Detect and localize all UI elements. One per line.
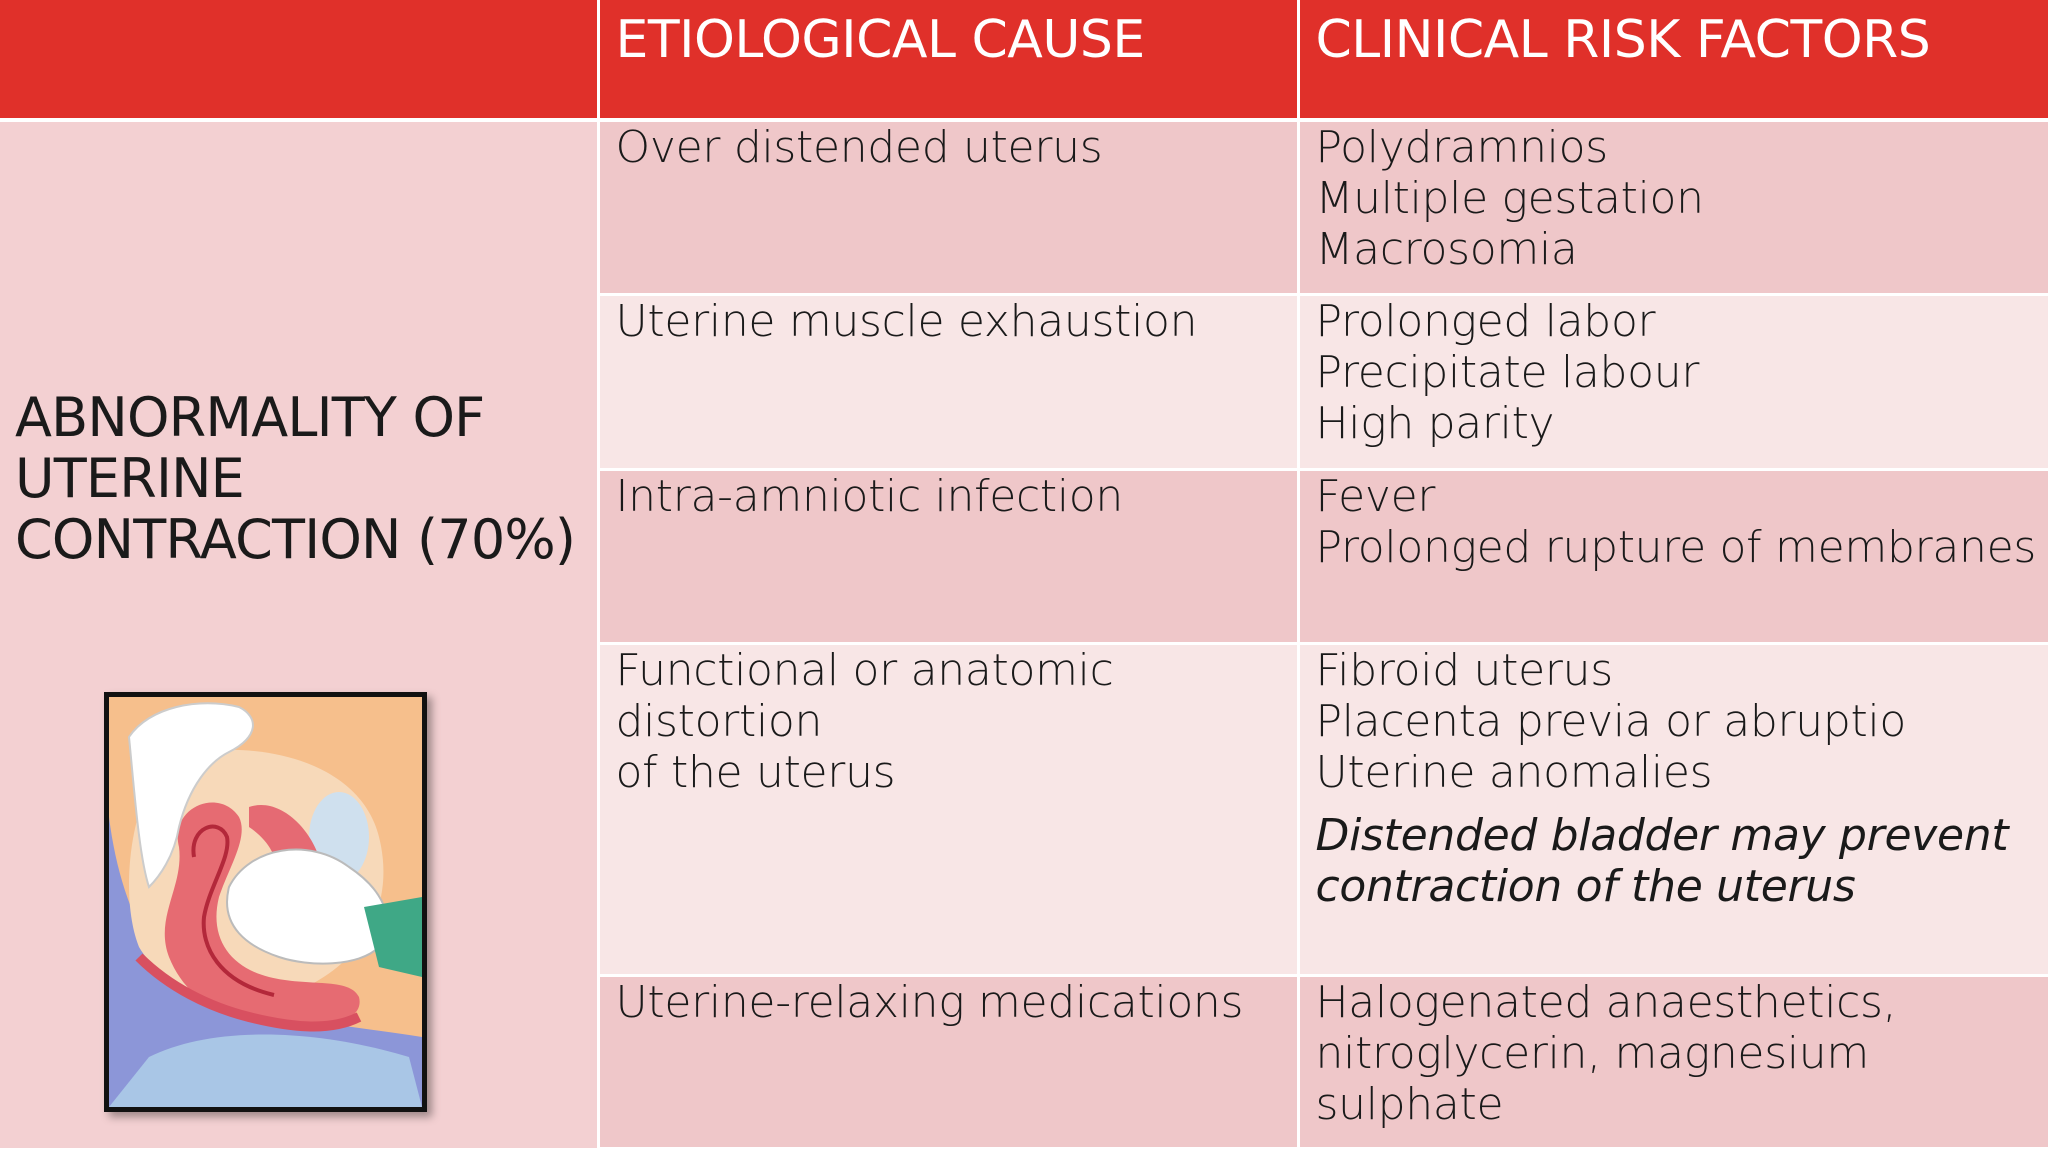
cause-text: Functional or anatomic distortion of the uterus xyxy=(615,644,1114,798)
header-etiological-cause-label: ETIOLOGICAL CAUSE xyxy=(615,10,1145,70)
factors-cell xyxy=(1298,294,2048,469)
table-header-row xyxy=(0,0,2048,120)
factors-cell xyxy=(1298,469,2048,643)
cause-text: Over distended uterus xyxy=(615,122,1103,173)
bimanual-massage-illustration xyxy=(104,692,427,1112)
factors-cell xyxy=(1298,643,2048,975)
header-clinical-risk-factors xyxy=(1298,0,2048,120)
cause-cell xyxy=(598,643,1298,975)
header-etiological-cause xyxy=(598,0,1298,120)
cause-cell xyxy=(598,294,1298,469)
factors-text: Polydramnios Multiple gestation Macrosomia xyxy=(1315,122,1704,275)
table-row xyxy=(0,120,2048,294)
cause-cell xyxy=(598,469,1298,643)
factors-cell xyxy=(1298,975,2048,1148)
category-cell xyxy=(0,120,598,1148)
cause-text: Uterine-relaxing medications xyxy=(615,976,1244,1028)
bladder-note: Distended bladder may prevent contraction of the uterus xyxy=(1315,809,2009,912)
factors-text: Fibroid uterus Placenta previa or abruptio Uterine anomalies xyxy=(1315,644,1906,798)
factors-text: Fever Prolonged rupture of membranes xyxy=(1315,470,2037,573)
factors-text: Prolonged labor Precipitate labour High parity xyxy=(1315,295,1700,449)
factors-cell xyxy=(1298,120,2048,294)
bimanual-uterine-massage-illustration-icon xyxy=(109,697,422,1107)
cause-text: Uterine muscle exhaustion xyxy=(615,295,1198,347)
factors-text: Halogenated anaesthetics, nitroglycerin, magnesium sulphate xyxy=(1315,976,1897,1130)
cause-cell xyxy=(598,120,1298,294)
header-blank-cell xyxy=(0,0,598,120)
cause-text: Intra-amniotic infection xyxy=(615,470,1124,522)
cause-cell xyxy=(598,975,1298,1148)
category-title: ABNORMALITY OF UTERINE CONTRACTION (70%) xyxy=(15,386,576,571)
header-clinical-risk-factors-label: CLINICAL RISK FACTORS xyxy=(1315,10,1931,70)
